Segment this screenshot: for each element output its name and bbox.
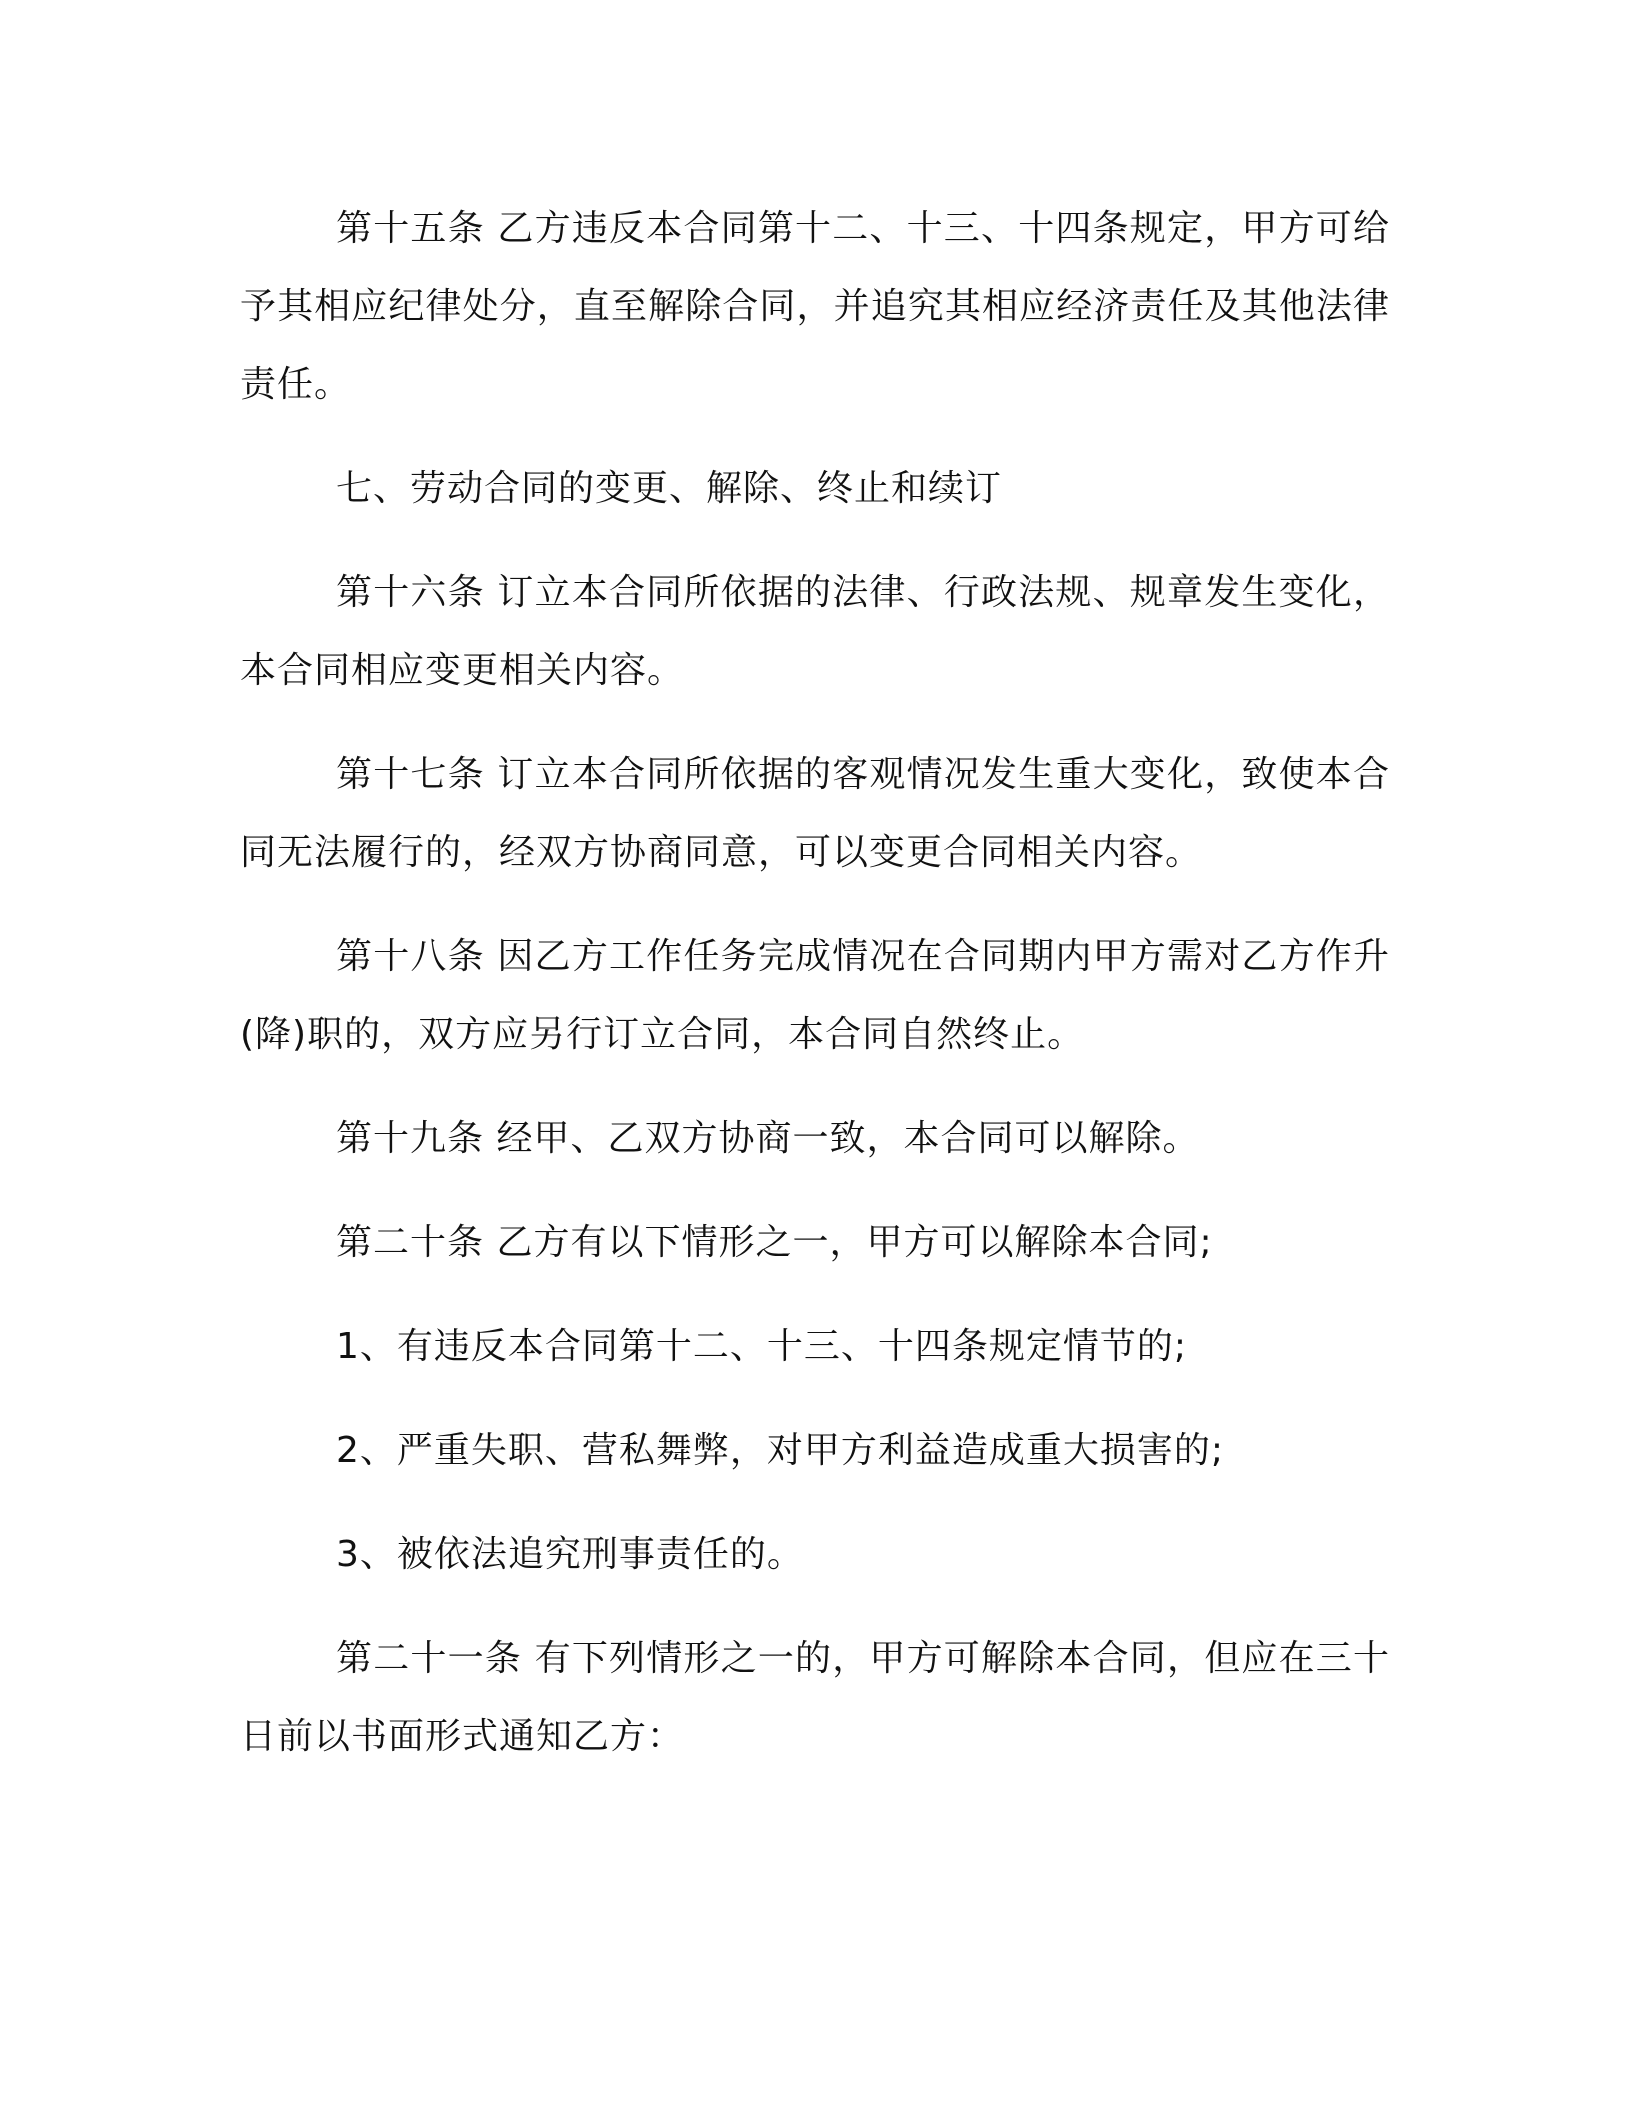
article-20-item-1: 1、有违反本合同第十二、十三、十四条规定情节的;	[336, 1326, 1188, 1367]
article-21: 第二十一条 有下列情形之一的，甲方可解除本合同，但应在三十日前以书面形式通知乙方：	[240, 1638, 1390, 1757]
article-15: 第十五条 乙方违反本合同第十二、十三、十四条规定，甲方可给予其相应纪律处分，直至解除合同，并追究其相应经济责任及其他法律责任。	[240, 208, 1390, 405]
article-20-item-3: 3、被依法追究刑事责任的。	[336, 1534, 804, 1575]
article-20: 第二十条 乙方有以下情形之一，甲方可以解除本合同;	[336, 1222, 1213, 1263]
article-19: 第十九条 经甲、乙双方协商一致，本合同可以解除。	[336, 1118, 1200, 1159]
section-heading-contract-changes: 七、劳动合同的变更、解除、终止和续订	[336, 468, 1003, 509]
article-18: 第十八条 因乙方工作任务完成情况在合同期内甲方需对乙方作升(降)职的，双方应另行订立合同，本合同自然终止。	[240, 936, 1390, 1055]
article-16: 第十六条 订立本合同所依据的法律、行政法规、规章发生变化，本合同相应变更相关内容。	[240, 572, 1390, 691]
document-body	[240, 190, 1390, 1776]
article-17: 第十七条 订立本合同所依据的客观情况发生重大变化，致使本合同无法履行的，经双方协商同意，可以变更合同相关内容。	[240, 754, 1390, 873]
article-20-item-2: 2、严重失职、营私舞弊，对甲方利益造成重大损害的;	[336, 1430, 1225, 1471]
